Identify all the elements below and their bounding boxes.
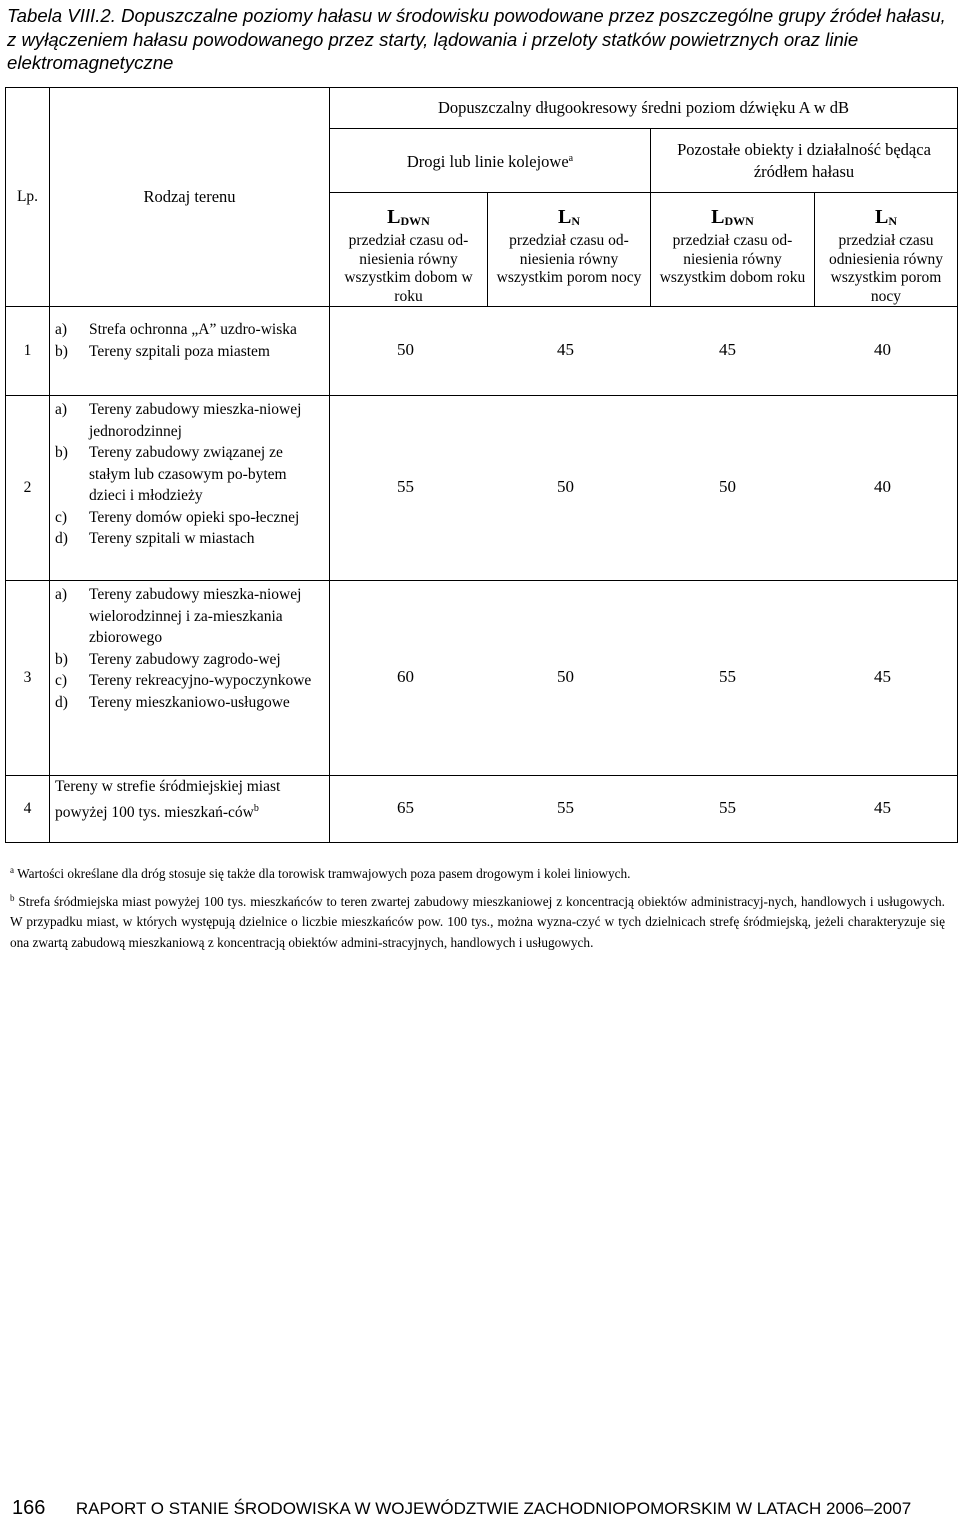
item-text: Tereny mieszkaniowo-usługowe bbox=[89, 693, 290, 711]
caption-label: Tabela VIII.2. bbox=[7, 5, 116, 26]
item-text: Tereny w strefie śródmiejskiej miast powyżej 100 tys. mieszkań-ców bbox=[55, 778, 281, 821]
item-marker: b) bbox=[55, 342, 68, 360]
value-cell bbox=[330, 396, 958, 581]
footnote-text: Strefa śródmiejska miast powyżej 100 tys. mieszkańców to teren zwartej zabudowy mieszkaniowej z koncentracją obiektów administracyj-nych, handlowych i usługowych. W przypadku miast, w których występują dzielnice o liczbie mieszkańców pow. 100 tys., można wyzna-czyć w tych dzielnicach strefę śródmiejską, jeżeli charakteryzuje się ona zwartą zabudową mieszkaniową z koncentracją obiektów admini-stracyjnych, handlowych i usługowych. bbox=[10, 893, 945, 951]
value-ldwn-other: 45 bbox=[719, 340, 736, 360]
value-ln-roads: 55 bbox=[557, 798, 574, 818]
value-ln-other: 40 bbox=[874, 477, 891, 497]
item-text: Tereny zabudowy związanej ze stałym lub czasowym po-bytem dzieci i młodzieży bbox=[89, 444, 287, 505]
footnote-text: Wartości określane dla dróg stosuje się także dla torowisk tramwajowych poza pasem drogowym i kolei liniowych. bbox=[17, 866, 631, 881]
page-number: 166 bbox=[12, 1497, 46, 1519]
ln-subscript: N bbox=[888, 214, 897, 228]
area-type-cell bbox=[50, 307, 330, 396]
table-caption bbox=[7, 4, 953, 75]
value-ldwn-roads: 65 bbox=[397, 798, 414, 818]
item-marker: d) bbox=[55, 693, 68, 711]
item-text: Tereny domów opieki spo-łecznej bbox=[89, 508, 300, 526]
header-area-type: Rodzaj terenu bbox=[50, 88, 330, 307]
list-item bbox=[55, 507, 325, 529]
ln-subscript: N bbox=[571, 214, 580, 228]
footnote-mark: b bbox=[10, 892, 15, 903]
value-ln-roads: 50 bbox=[557, 477, 574, 497]
header-col-ldwn-other bbox=[651, 193, 815, 307]
header-roads bbox=[330, 129, 651, 193]
item-text: Tereny szpitali poza miastem bbox=[89, 342, 270, 360]
list-item bbox=[55, 584, 325, 649]
ln-description: przedział czasu odniesienia równy wszystkim porom nocy bbox=[828, 232, 944, 305]
value-cell bbox=[330, 581, 958, 776]
item-marker: a) bbox=[55, 586, 68, 604]
value-ln-roads: 50 bbox=[557, 667, 574, 687]
list-item bbox=[55, 649, 325, 671]
list-item bbox=[55, 341, 325, 363]
value-ldwn-roads: 50 bbox=[397, 340, 414, 360]
area-type-cell bbox=[50, 396, 330, 581]
footnote bbox=[10, 888, 945, 954]
ldwn-symbol: L bbox=[387, 206, 401, 228]
header-other-sources: Pozostałe obiekty i działalność będąca źródłem hałasu bbox=[651, 129, 958, 193]
area-type-cell bbox=[50, 581, 330, 776]
row-number: 3 bbox=[6, 581, 50, 776]
value-cell bbox=[330, 776, 958, 843]
ldwn-subscript: DWN bbox=[400, 214, 430, 228]
footnote-mark: b bbox=[253, 802, 259, 814]
table-row bbox=[6, 581, 958, 776]
noise-limits-table bbox=[5, 87, 958, 843]
value-ln-roads: 45 bbox=[557, 340, 574, 360]
value-ldwn-other: 55 bbox=[719, 798, 736, 818]
ln-description: przedział czasu od-niesienia równy wszystkim porom nocy bbox=[496, 232, 642, 287]
ldwn-subscript: DWN bbox=[724, 214, 754, 228]
header-lp: Lp. bbox=[6, 88, 50, 307]
ldwn-description: przedział czasu od-niesienia równy wszystkim dobom w roku bbox=[344, 232, 473, 305]
table-row bbox=[6, 776, 958, 843]
list-item bbox=[55, 670, 325, 692]
footnote-mark: a bbox=[10, 865, 14, 875]
list-item bbox=[55, 528, 325, 550]
footnote bbox=[10, 860, 945, 885]
item-text: Tereny rekreacyjno-wypoczynkowe bbox=[89, 672, 312, 690]
area-type-cell bbox=[50, 776, 330, 843]
item-text: Strefa ochronna „A” uzdro-wiska bbox=[89, 321, 297, 339]
page-footer bbox=[12, 1497, 911, 1520]
value-ldwn-roads: 60 bbox=[397, 667, 414, 687]
value-ldwn-roads: 55 bbox=[397, 477, 414, 497]
row-number: 2 bbox=[6, 396, 50, 581]
item-text: Tereny zabudowy mieszka-niowej jednorodzinnej bbox=[89, 401, 302, 440]
list-item bbox=[55, 692, 325, 714]
item-text: Tereny zabudowy mieszka-niowej wielorodzinnej i za-mieszkania zbiorowego bbox=[89, 586, 302, 647]
header-col-ldwn-roads bbox=[330, 193, 488, 307]
value-ldwn-other: 50 bbox=[719, 477, 736, 497]
value-ldwn-other: 55 bbox=[719, 667, 736, 687]
table-row bbox=[6, 396, 958, 581]
item-marker: c) bbox=[55, 672, 68, 690]
value-ln-other: 40 bbox=[874, 340, 891, 360]
header-roads-footnote-mark: a bbox=[568, 153, 574, 164]
value-ln-other: 45 bbox=[874, 667, 891, 687]
item-marker: b) bbox=[55, 650, 68, 668]
header-roads-label: Drogi lub linie kolejowe bbox=[406, 152, 569, 171]
item-marker: b) bbox=[55, 444, 68, 462]
ldwn-symbol: L bbox=[711, 206, 725, 228]
item-text: Tereny zabudowy zagrodo-wej bbox=[89, 650, 281, 668]
value-ln-other: 45 bbox=[874, 798, 891, 818]
item-text: Tereny szpitali w miastach bbox=[89, 530, 255, 548]
table-row bbox=[6, 307, 958, 396]
row-number: 1 bbox=[6, 307, 50, 396]
ldwn-description: przedział czasu od-niesienia równy wszystkim dobom roku bbox=[659, 232, 806, 287]
row-number: 4 bbox=[6, 776, 50, 843]
item-marker: a) bbox=[55, 321, 68, 339]
list-item bbox=[55, 442, 325, 507]
header-col-ln-roads bbox=[488, 193, 651, 307]
list-item bbox=[55, 399, 325, 442]
ln-symbol: L bbox=[557, 206, 572, 228]
item-marker: c) bbox=[55, 508, 68, 526]
ln-symbol: L bbox=[874, 206, 889, 228]
report-title: RAPORT O STANIE ŚRODOWISKA W WOJEWÓDZTWIE ZACHODNIOPOMORSKIM W LATACH 2006–2007 bbox=[75, 1499, 912, 1518]
item-marker: d) bbox=[55, 530, 68, 548]
value-cell bbox=[330, 307, 958, 396]
item-marker: a) bbox=[55, 401, 68, 419]
caption-text: Dopuszczalne poziomy hałasu w środowisku powodowane przez poszczególne grupy źródeł hałasu, z wyłączeniem hałasu powodowanego przez starty, lądowania i przeloty statków powietrznych oraz linie elektromagnetyczne bbox=[7, 5, 946, 73]
area-type-text bbox=[55, 776, 325, 823]
header-group: Dopuszczalny długookresowy średni poziom dźwięku A w dB bbox=[330, 88, 958, 129]
header-col-ln-other bbox=[815, 193, 958, 307]
footnotes bbox=[10, 860, 945, 957]
list-item bbox=[55, 319, 325, 341]
